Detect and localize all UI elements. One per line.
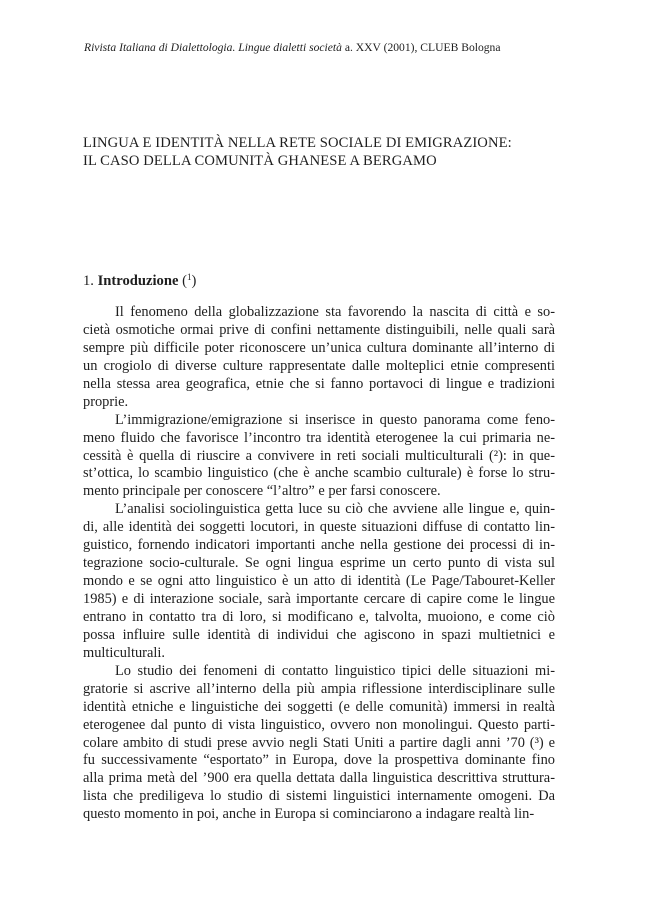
text-line: meno fluido che favorisce l’incontro tra identità eterogenee la cui primaria ne- xyxy=(83,429,555,446)
section-title: Introduzione xyxy=(97,273,179,289)
text-line: L’immigrazione/emigrazione si inserisce in questo panorama come feno- xyxy=(115,411,555,428)
paragraph xyxy=(83,663,555,824)
text-line: L’analisi sociolinguistica getta luce su ciò che avviene alle lingue e, quin- xyxy=(115,501,555,518)
text-line: identità etniche e linguistiche dei soggetti (e delle comunità) immersi in realtà xyxy=(83,698,555,715)
text-line: entrano in contatto tra di loro, si modificano e, talvolta, muoiono, e come ciò xyxy=(83,608,555,625)
text-line: tegrazione socio-culturale. Se ogni lingua esprime un certo punto di vista sul xyxy=(83,555,555,572)
title-line-1: LINGUA E IDENTITÀ NELLA RETE SOCIALE DI EMIGRAZIONE: xyxy=(83,135,512,151)
journal-issue: a. XXV (2001), CLUEB Bologna xyxy=(341,41,501,54)
text-line: di, alle identità dei soggetti locutori, in queste situazioni diffuse di contatto lin- xyxy=(83,519,555,536)
text-line: cietà osmotiche ormai prive di confini nettamente distinguibili, nelle quali sarà xyxy=(83,321,555,338)
paragraph xyxy=(83,304,555,412)
text-line: questo momento in poi, anche in Europa si cominciarono a indagare realtà lin- xyxy=(83,806,535,823)
text-line: 1985) e di interazione sociale, sarà importante cercare di capire come le lingue xyxy=(83,591,555,607)
text-line: eterogenee dal punto di vista linguistico, ovvero non monolingui. Questo parti- xyxy=(83,716,555,733)
body-text xyxy=(83,304,555,824)
text-line: fu successivamente “esportato” in Europa, dove la prospettiva dominante fino xyxy=(83,752,555,769)
footnote-ref: 1 xyxy=(186,272,192,282)
text-line: Il fenomeno della globalizzazione sta favorendo la nascita di città e so- xyxy=(115,304,555,320)
title-line-2: IL CASO DELLA COMUNITÀ GHANESE A BERGAMO xyxy=(83,153,437,169)
text-line: cessità è quella di riuscire a convivere in reti sociali multiculturali (²): in que- xyxy=(83,447,555,464)
text-line: multiculturali. xyxy=(83,644,165,661)
journal-title: Rivista Italiana di Dialettologia. Lingue dialetti società xyxy=(84,41,342,54)
text-line: gratorie si ascrive all’interno della più ampia riflessione interdisciplinare sulle xyxy=(83,680,555,697)
article-title xyxy=(83,134,563,170)
text-line: mondo e se ogni atto linguistico è un atto di identità (Le Page/Tabouret-Keller xyxy=(83,573,555,590)
footnote-open: ( xyxy=(178,273,187,289)
text-line: Lo studio dei fenomeni di contatto linguistico tipici delle situazioni mi- xyxy=(115,662,555,679)
text-line: mento principale per conoscere “l’altro” e per farsi conoscere. xyxy=(83,483,441,500)
text-line: proprie. xyxy=(83,393,129,410)
footnote-close: ) xyxy=(191,273,197,289)
text-line: guistico, fornendo indicatori importanti anche nella gestione dei processi di in- xyxy=(83,537,555,554)
paragraph xyxy=(83,501,555,662)
running-header xyxy=(84,41,584,54)
text-line: un crogiolo di diverse culture rappresentate dalle molteplici etnie compresenti xyxy=(83,357,555,374)
text-line: lista che prediligeva lo studio di sistemi linguistici internamente omogeni. Da xyxy=(83,788,555,805)
text-line: possa influire sulle identità di individui che agiscono in spazi multietnici e xyxy=(83,626,555,643)
section-heading xyxy=(83,273,196,290)
text-line: st’ottica, lo scambio linguistico (che è anche scambio culturale) è forse lo stru- xyxy=(83,465,555,482)
section-number: 1. xyxy=(83,273,98,289)
text-line: colare ambito di studi prese avvio negli Stati Uniti a partire dagli anni ’70 (³) e xyxy=(83,734,555,751)
text-line: nella stessa area geografica, etnie che si fanno portavoci di lingue e tradizioni xyxy=(83,375,555,392)
text-line: alla prima metà del ’900 era quella dettata dalla linguistica descrittiva struttura- xyxy=(83,770,555,787)
paragraph xyxy=(83,412,555,502)
text-line: sempre più difficile poter riconoscere un’unica cultura dominante all’interno di xyxy=(83,339,555,356)
